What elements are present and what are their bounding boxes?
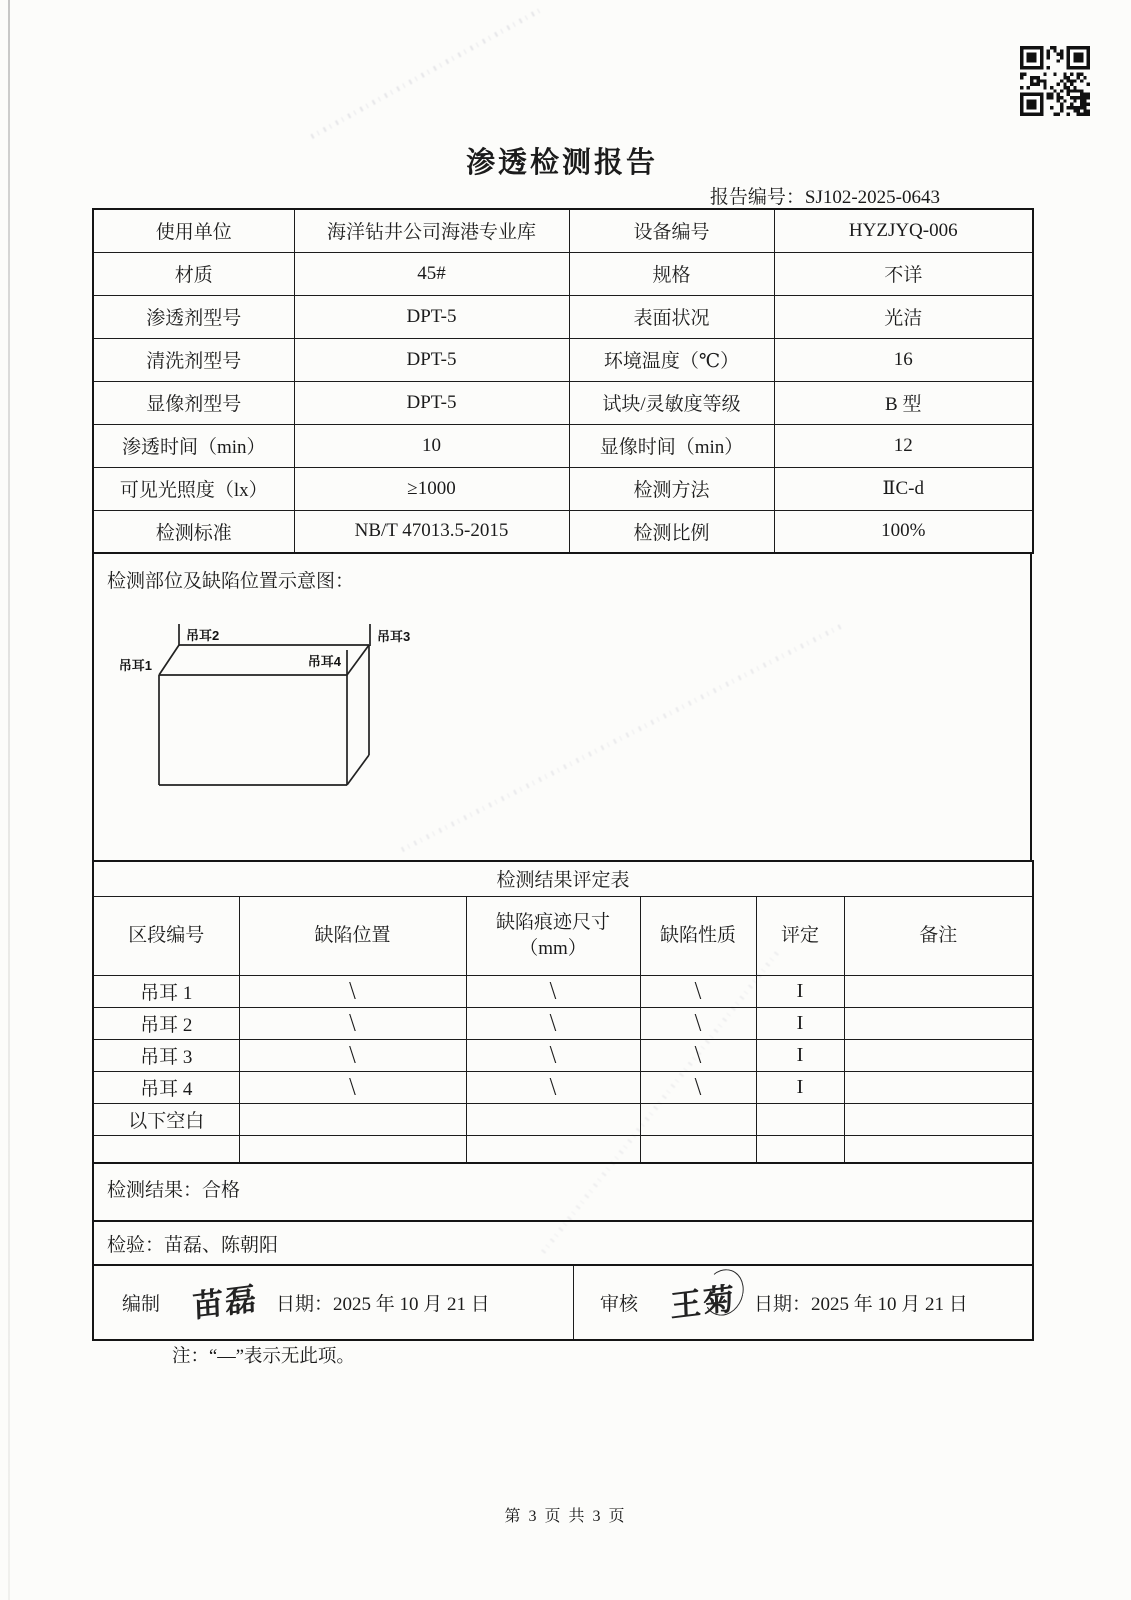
info-value-cell: 10 xyxy=(294,424,569,467)
report-number-value: SJ102-2025-0643 xyxy=(804,187,940,208)
info-value-cell: DPT-5 xyxy=(294,381,569,424)
table-row xyxy=(93,510,1033,553)
signoff-row xyxy=(93,1265,1033,1340)
nature-cell: \ xyxy=(640,975,756,1007)
lug-label-2: 吊耳2 xyxy=(186,628,220,643)
rating-cell xyxy=(756,1135,844,1163)
position-cell: \ xyxy=(239,1071,466,1103)
prepared-by-label: 编制 xyxy=(122,1294,161,1315)
size-cell xyxy=(466,1135,640,1163)
prepared-date-label: 日期： xyxy=(276,1294,334,1315)
position-cell xyxy=(239,1135,466,1163)
info-value-cell: 不详 xyxy=(774,252,1033,295)
results-title-row xyxy=(93,861,1033,896)
nature-cell: \ xyxy=(640,1007,756,1039)
info-value-cell: HYZJYQ-006 xyxy=(774,209,1033,252)
info-label-cell: 材质 xyxy=(93,252,294,295)
table-row xyxy=(93,1071,1033,1103)
size-cell xyxy=(466,1103,640,1135)
column-header-line2: （mm） xyxy=(519,937,587,959)
report-number-line xyxy=(92,182,1032,209)
inspectors-row xyxy=(93,1221,1033,1265)
info-label-cell: 渗透时间（min） xyxy=(93,424,294,467)
info-label-cell: 显像时间（min） xyxy=(569,424,774,467)
remark-cell xyxy=(844,1071,1033,1103)
info-label-cell: 表面状况 xyxy=(569,295,774,338)
reviewed-by-signature: 王菊 xyxy=(669,1273,736,1326)
zone-cell: 吊耳 4 xyxy=(93,1071,239,1103)
info-value-cell: NB/T 47013.5-2015 xyxy=(294,510,569,553)
table-row xyxy=(93,424,1033,467)
qr-code xyxy=(1020,45,1090,117)
reviewed-date-value: 2025 年 10 月 21 日 xyxy=(811,1294,968,1315)
size-cell: \ xyxy=(466,1071,640,1103)
position-cell: \ xyxy=(239,1039,466,1071)
reviewed-by-block xyxy=(574,1266,1032,1339)
rating-cell: I xyxy=(756,1007,844,1039)
prepared-by-block xyxy=(94,1266,574,1339)
table-row xyxy=(93,1039,1033,1071)
info-label-cell: 显像剂型号 xyxy=(93,381,294,424)
rating-cell: I xyxy=(756,1071,844,1103)
info-value-cell: 12 xyxy=(774,424,1033,467)
table-row xyxy=(93,209,1033,252)
test-result-row xyxy=(93,1163,1033,1221)
table-row xyxy=(93,1007,1033,1039)
nature-cell xyxy=(640,1135,756,1163)
info-value-cell: 海洋钻井公司海港专业库 xyxy=(294,209,569,252)
nature-cell xyxy=(640,1103,756,1135)
info-label-cell: 试块/灵敏度等级 xyxy=(569,381,774,424)
results-table-title: 检测结果评定表 xyxy=(93,861,1033,896)
position-cell xyxy=(239,1103,466,1135)
size-cell: \ xyxy=(466,1007,640,1039)
info-label-cell: 环境温度（℃） xyxy=(569,338,774,381)
info-label-cell: 检测标准 xyxy=(93,510,294,553)
zone-cell: 吊耳 2 xyxy=(93,1007,239,1039)
remark-cell xyxy=(844,1135,1033,1163)
info-value-cell: 光洁 xyxy=(774,295,1033,338)
info-value-cell: ⅡC-d xyxy=(774,467,1033,510)
position-cell: \ xyxy=(239,1007,466,1039)
remark-cell xyxy=(844,1039,1033,1071)
watermark-artifact xyxy=(310,6,544,139)
info-value-cell: ≥1000 xyxy=(294,467,569,510)
prepared-date-value: 2025 年 10 月 21 日 xyxy=(333,1294,490,1315)
test-result-value: 合格 xyxy=(202,1180,241,1201)
zone-cell: 以下空白 xyxy=(93,1103,239,1135)
diagram-section xyxy=(92,554,1032,860)
prepared-by-signature: 苗磊 xyxy=(191,1280,259,1325)
reviewed-date-label: 日期： xyxy=(754,1294,812,1315)
remark-cell xyxy=(844,1103,1033,1135)
page-title: 渗透检测报告 xyxy=(465,147,658,179)
rating-cell: I xyxy=(756,1039,844,1071)
column-header: 评定 xyxy=(756,896,844,975)
results-table xyxy=(92,860,1034,1341)
lug-label-4: 吊耳4 xyxy=(307,654,341,669)
column-header-line1: 缺陷痕迹尺寸 xyxy=(495,911,610,933)
info-value-cell: 45# xyxy=(294,252,569,295)
info-label-cell: 检测方法 xyxy=(569,467,774,510)
table-row xyxy=(93,338,1033,381)
position-cell: \ xyxy=(239,975,466,1007)
info-value-cell: DPT-5 xyxy=(294,338,569,381)
info-label-cell: 清洗剂型号 xyxy=(93,338,294,381)
lug-label-1: 吊耳1 xyxy=(118,658,152,673)
lifting-lug-diagram xyxy=(94,554,1034,860)
table-row xyxy=(93,467,1033,510)
table-row xyxy=(93,1103,1033,1135)
inspectors-names: 苗磊、陈朝阳 xyxy=(164,1235,279,1256)
column-header: 缺陷位置 xyxy=(239,896,466,975)
info-value-cell: DPT-5 xyxy=(294,295,569,338)
column-header: 区段编号 xyxy=(93,896,239,975)
rating-cell xyxy=(756,1103,844,1135)
table-row xyxy=(93,252,1033,295)
nature-cell: \ xyxy=(640,1071,756,1103)
report-body xyxy=(92,208,1032,1341)
table-row xyxy=(93,1135,1033,1163)
page-number: 第 3 页 共 3 页 xyxy=(504,1508,627,1525)
table-row xyxy=(93,975,1033,1007)
info-value-cell: 16 xyxy=(774,338,1033,381)
size-cell: \ xyxy=(466,1039,640,1071)
table-row xyxy=(93,381,1033,424)
results-header-row xyxy=(93,896,1033,975)
info-table xyxy=(92,208,1034,554)
footnote: 注：“—”表示无此项。 xyxy=(172,1347,355,1367)
info-value-cell: 100% xyxy=(774,510,1033,553)
info-label-cell: 规格 xyxy=(569,252,774,295)
lug-label-3: 吊耳3 xyxy=(377,629,411,644)
size-cell: \ xyxy=(466,975,640,1007)
remark-cell xyxy=(844,975,1033,1007)
column-header xyxy=(466,896,640,975)
nature-cell: \ xyxy=(640,1039,756,1071)
rating-cell: I xyxy=(756,975,844,1007)
report-number-label: 报告编号： xyxy=(709,187,805,208)
column-header: 备注 xyxy=(844,896,1033,975)
info-value-cell: B 型 xyxy=(774,381,1033,424)
info-label-cell: 设备编号 xyxy=(569,209,774,252)
diagram-section-label: 检测部位及缺陷位置示意图： xyxy=(107,571,355,592)
test-result-label: 检测结果： xyxy=(107,1180,203,1201)
info-label-cell: 渗透剂型号 xyxy=(93,295,294,338)
reviewed-by-label: 审核 xyxy=(599,1294,638,1315)
column-header: 缺陷性质 xyxy=(640,896,756,975)
remark-cell xyxy=(844,1007,1033,1039)
zone-cell xyxy=(93,1135,239,1163)
table-row xyxy=(93,295,1033,338)
zone-cell: 吊耳 3 xyxy=(93,1039,239,1071)
inspectors-label: 检验： xyxy=(107,1235,165,1256)
scan-edge-artifact xyxy=(8,0,10,1600)
info-label-cell: 检测比例 xyxy=(569,510,774,553)
info-label-cell: 可见光照度（lx） xyxy=(93,467,294,510)
info-label-cell: 使用单位 xyxy=(93,209,294,252)
zone-cell: 吊耳 1 xyxy=(93,975,239,1007)
